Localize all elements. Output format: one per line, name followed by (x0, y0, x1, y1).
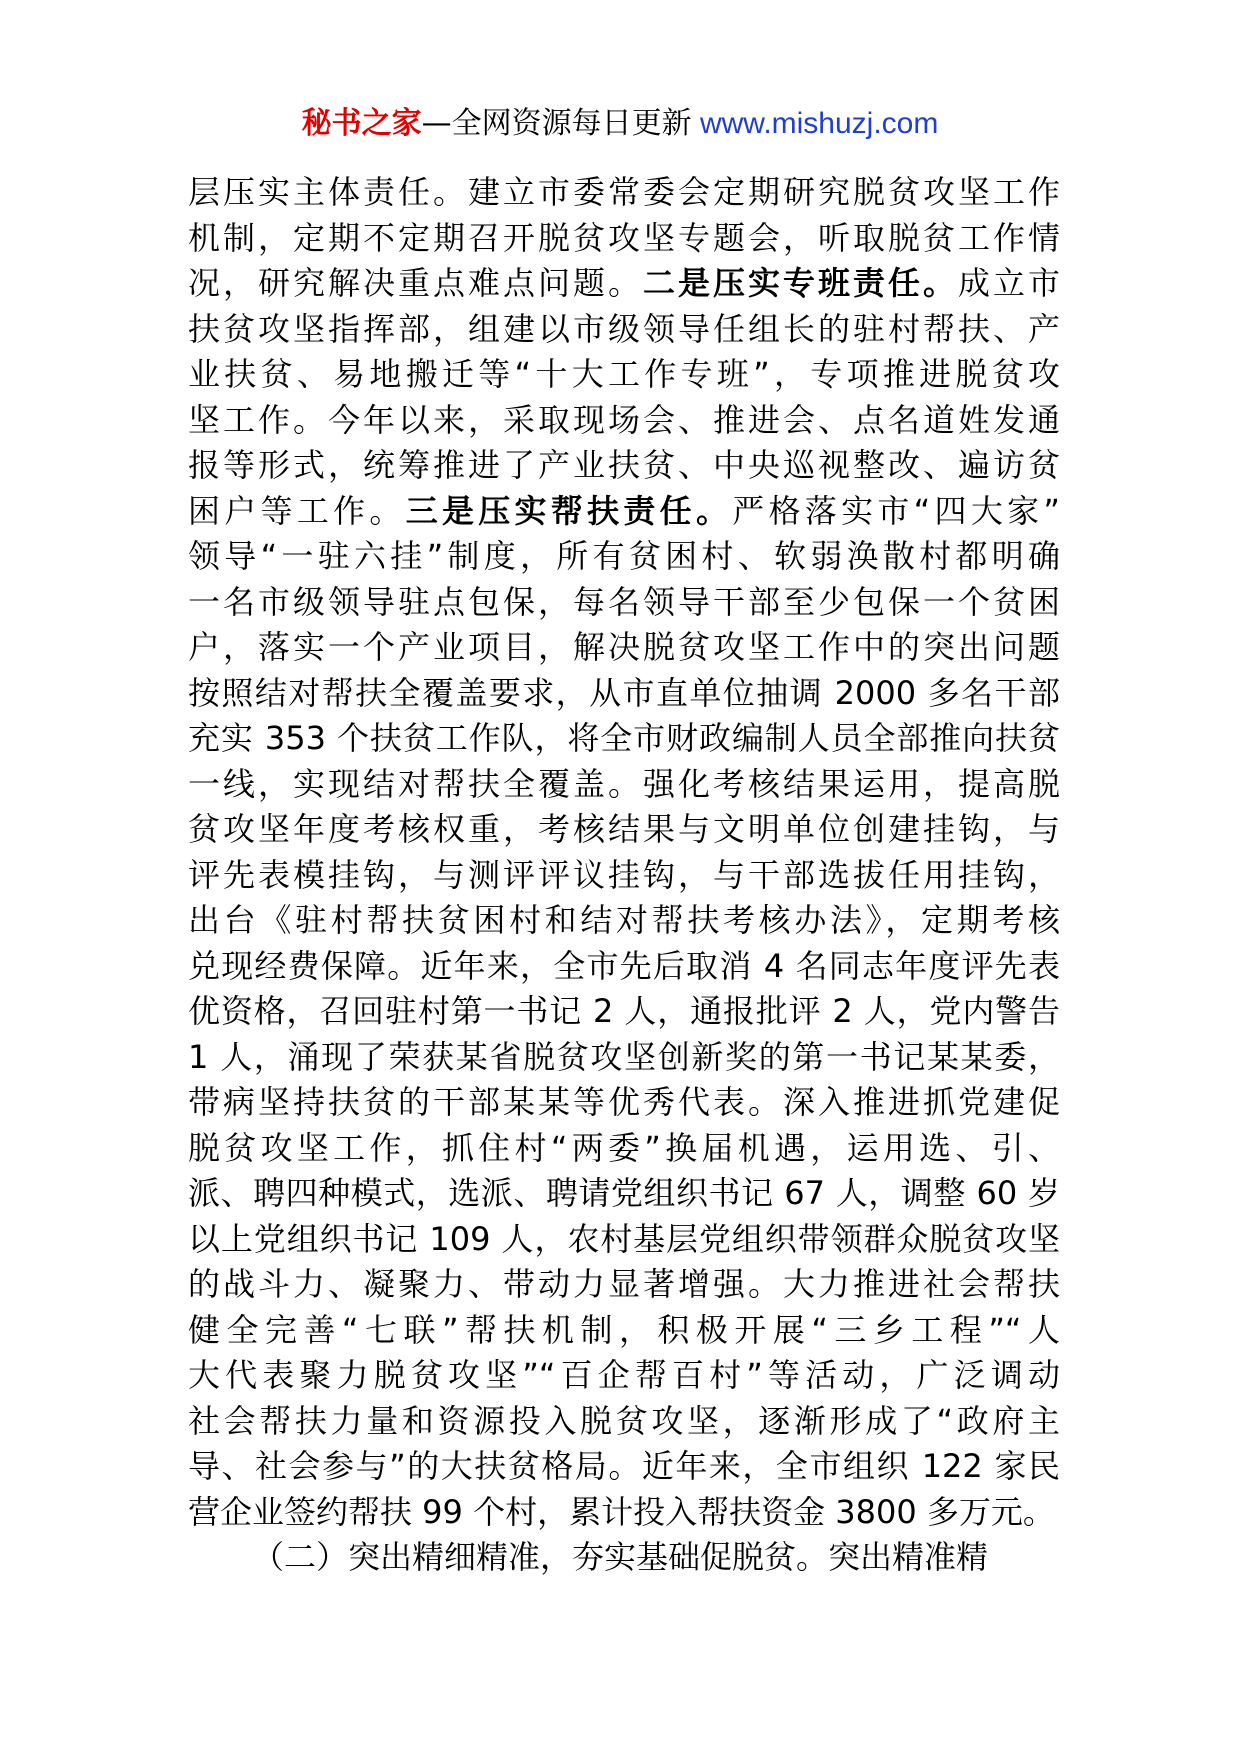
text-segment: 健全完善“七联”帮扶机制，积极开展“三乡工程”“人 (188, 1310, 1060, 1349)
text-line (188, 1444, 1060, 1490)
bold-text-segment: 三是压实帮扶责任。 (405, 491, 733, 530)
text-line (188, 716, 1060, 762)
text-segment: 出台《驻村帮扶贫困村和结对帮扶考核办法》，定期考核 (188, 901, 1060, 939)
text-segment: 1 人，涌现了荣获某省脱贫攻坚创新奖的第一书记某某委， (188, 1037, 1060, 1076)
text-line (188, 1035, 1060, 1081)
text-segment: 评先表模挂钩，与测评评议挂钩，与干部选拔任用挂钩， (188, 855, 1060, 894)
text-segment: 导、社会参与”的大扶贫格局。近年来，全市组织 122 家民 (188, 1447, 1060, 1485)
header-brand: 秘书之家 (301, 106, 422, 141)
text-segment: 机制，定期不定期召开脱贫攻坚专题会，听取脱贫工作情 (188, 218, 1060, 257)
text-line (188, 352, 1060, 398)
text-segment: 脱贫攻坚工作，抓住村“两委”换届机遇，运用选、引、 (188, 1128, 1060, 1167)
document-body (188, 170, 1060, 1581)
text-line (188, 1080, 1060, 1126)
text-segment: 层压实主体责任。建立市委常委会定期研究脱贫攻坚工作 (188, 173, 1060, 211)
text-line (188, 1535, 1060, 1581)
text-segment: 兑现经费保障。近年来，全市先后取消 4 名同志年度评先表 (188, 946, 1060, 985)
text-line (188, 170, 1060, 216)
text-line (188, 216, 1060, 262)
text-segment: 充实 353 个扶贫工作队，将全市财政编制人员全部推向扶贫 (188, 719, 1060, 757)
text-line (188, 1171, 1060, 1217)
page-header (0, 104, 1240, 144)
text-line (188, 580, 1060, 626)
text-segment: 严格落实市“四大家” (732, 491, 1060, 530)
text-line (188, 944, 1060, 990)
text-segment: 困户等工作。 (188, 491, 406, 530)
text-segment: 业扶贫、易地搬迁等“十大工作专班”，专项推进脱贫攻 (188, 355, 1060, 393)
text-line (188, 807, 1060, 853)
text-line (188, 671, 1060, 717)
text-line (188, 1308, 1060, 1354)
text-segment: （二）突出精细精准，夯实基础促脱贫。突出精准精 (252, 1538, 989, 1576)
text-line (188, 534, 1060, 580)
text-line (188, 1126, 1060, 1172)
text-segment: 报等形式，统筹推进了产业扶贫、中央巡视整改、遍访贫 (188, 446, 1060, 484)
text-segment: 营企业签约帮扶 99 个村，累计投入帮扶资金 3800 多万元。 (188, 1492, 1055, 1531)
text-line (188, 489, 1060, 535)
text-segment: 户，落实一个产业项目，解决脱贫攻坚工作中的突出问题 (188, 628, 1060, 666)
text-segment: 按照结对帮扶全覆盖要求，从市直单位抽调 2000 多名干部 (188, 673, 1060, 712)
text-segment: 况，研究解决重点难点问题。 (188, 264, 643, 302)
text-segment: 优资格，召回驻村第一书记 2 人，通报批评 2 人，党内警告 (188, 992, 1060, 1030)
text-line (188, 261, 1060, 307)
header-url-link[interactable]: www.mishuzj.com (691, 107, 939, 140)
text-segment: 一名市级领导驻点包保，每名领导干部至少包保一个贫困 (188, 582, 1060, 621)
text-line (188, 1353, 1060, 1399)
text-segment: 社会帮扶力量和资源投入脱贫攻坚，逐渐形成了“政府主 (188, 1401, 1060, 1440)
text-line (188, 307, 1060, 353)
text-segment: 大代表聚力脱贫攻坚”“百企帮百村”等活动，广泛调动 (188, 1356, 1060, 1394)
text-line (188, 762, 1060, 808)
text-segment: 带病坚持扶贫的干部某某等优秀代表。深入推进抓党建促 (188, 1083, 1060, 1121)
text-segment: 领导“一驻六挂”制度，所有贫困村、软弱涣散村都明确 (188, 537, 1060, 575)
text-line (188, 989, 1060, 1035)
text-line (188, 853, 1060, 899)
text-line (188, 398, 1060, 444)
text-segment: 成立市 (957, 264, 1060, 302)
text-segment: 扶贫攻坚指挥部，组建以市级领导任组长的驻村帮扶、产 (188, 309, 1060, 348)
bold-text-segment: 二是压实专班责任。 (642, 264, 958, 302)
text-line (188, 898, 1060, 944)
text-line (188, 625, 1060, 671)
text-line (188, 1490, 1060, 1536)
text-segment: 的战斗力、凝聚力、带动力显著增强。大力推进社会帮扶 (188, 1265, 1060, 1303)
text-line (188, 443, 1060, 489)
text-segment: 以上党组织书记 109 人，农村基层党组织带领群众脱贫攻坚 (188, 1219, 1060, 1258)
header-slogan: —全网资源每日更新 (421, 106, 692, 141)
text-segment: 坚工作。今年以来，采取现场会、推进会、点名道姓发通 (188, 400, 1060, 439)
text-line (188, 1262, 1060, 1308)
text-segment: 贫攻坚年度考核权重，考核结果与文明单位创建挂钩，与 (188, 810, 1060, 848)
text-line (188, 1399, 1060, 1445)
text-line (188, 1217, 1060, 1263)
text-segment: 派、聘四种模式，选派、聘请党组织书记 67 人，调整 60 岁 (188, 1174, 1060, 1212)
text-segment: 一线，实现结对帮扶全覆盖。强化考核结果运用，提高脱 (188, 764, 1060, 803)
